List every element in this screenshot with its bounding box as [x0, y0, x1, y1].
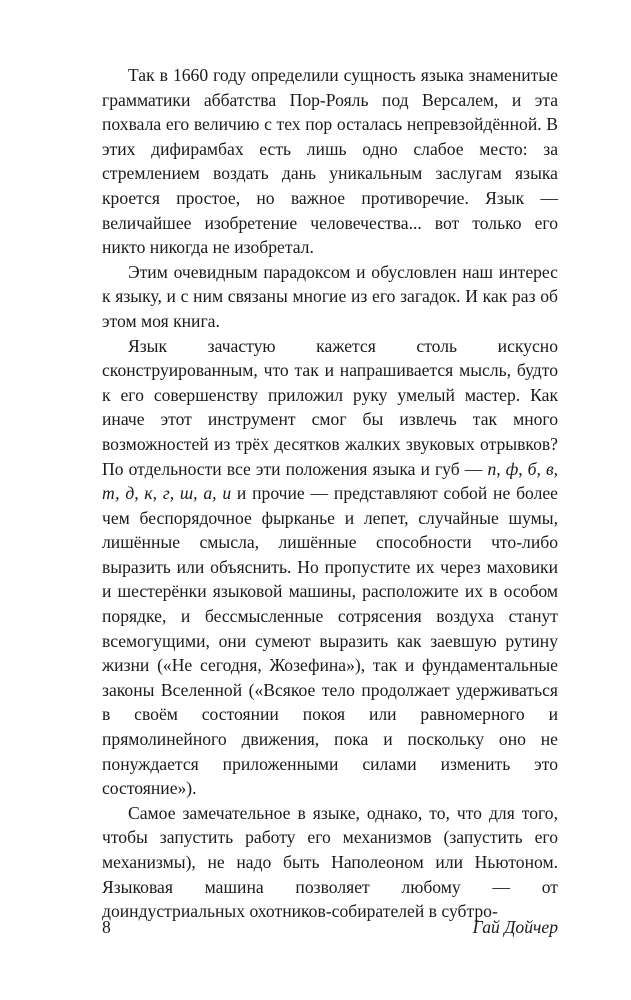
page-body: [102, 63, 558, 924]
paragraph-1: Так в 1660 году определили сущность языка знаменитые грамматики аббатства Пор-Рояль под Версалем, и эта похвала его величию с тех пор осталась непревзойдённой. В этих дифирамбах есть лишь одно слабое место: за стремлением воздать дань уникальным заслугам языка кроется простое, но важное противоречие. Язык — величайшее изобретение человечества... вот только его никто никогда не изобретал.: [102, 65, 558, 258]
paragraph-4: Самое замечательное в языке, однако, то, что для того, чтобы запустить работу его механизмов (запустить его механизмы), не надо быть Наполеоном или Ньютоном. Языковая машина позволяет любому — от доиндустриальных охотников-собирателей в субтро-: [102, 802, 558, 922]
page-number: 8: [102, 917, 111, 937]
running-footer-author: Гай Дойчер: [472, 917, 558, 937]
paragraph-3-text-before: Язык зачастую кажется столь искусно сконструированным, что так и напрашивается мысль, будто к его совершенству приложил руку умелый мастер. Как иначе этот инструмент смог бы извлечь так много возможностей из трёх десятков жалких звуковых отрывков? По отдельности все эти положения языка и губ —: [102, 335, 558, 479]
paragraph-3: [102, 334, 558, 801]
paragraph-3-text-after: и прочие — представляют собой не более чем беспорядочное фырканье и лепет, случайные шумы, лишённые смысла, лишённые способности что-либо выразить или объяснить. Но пропустите их через маховики и шестерёнки языковой машины, расположите их в особом порядке, и бессмысленные сотрясения воздуха станут всемогущими, они сумеют выразить как заевшую рутину жизни («Не сегодня, Жозефина»), так и фундаментальные законы Вселенной («Всякое тело продолжает удерживаться в своём состоянии покоя или равномерного и прямолинейного движения, пока и поскольку оно не понуждается приложенными силами изменить это состояние»).: [102, 483, 558, 799]
paragraph-2: Этим очевидным парадоксом и обусловлен наш интерес к языку, и с ним связаны многие из его загадок. И как раз об этом моя книга.: [102, 261, 558, 331]
paragraph-3-italic-sounds: п, ф, б, в, т, д, к, г, ш, а, и: [102, 458, 559, 504]
